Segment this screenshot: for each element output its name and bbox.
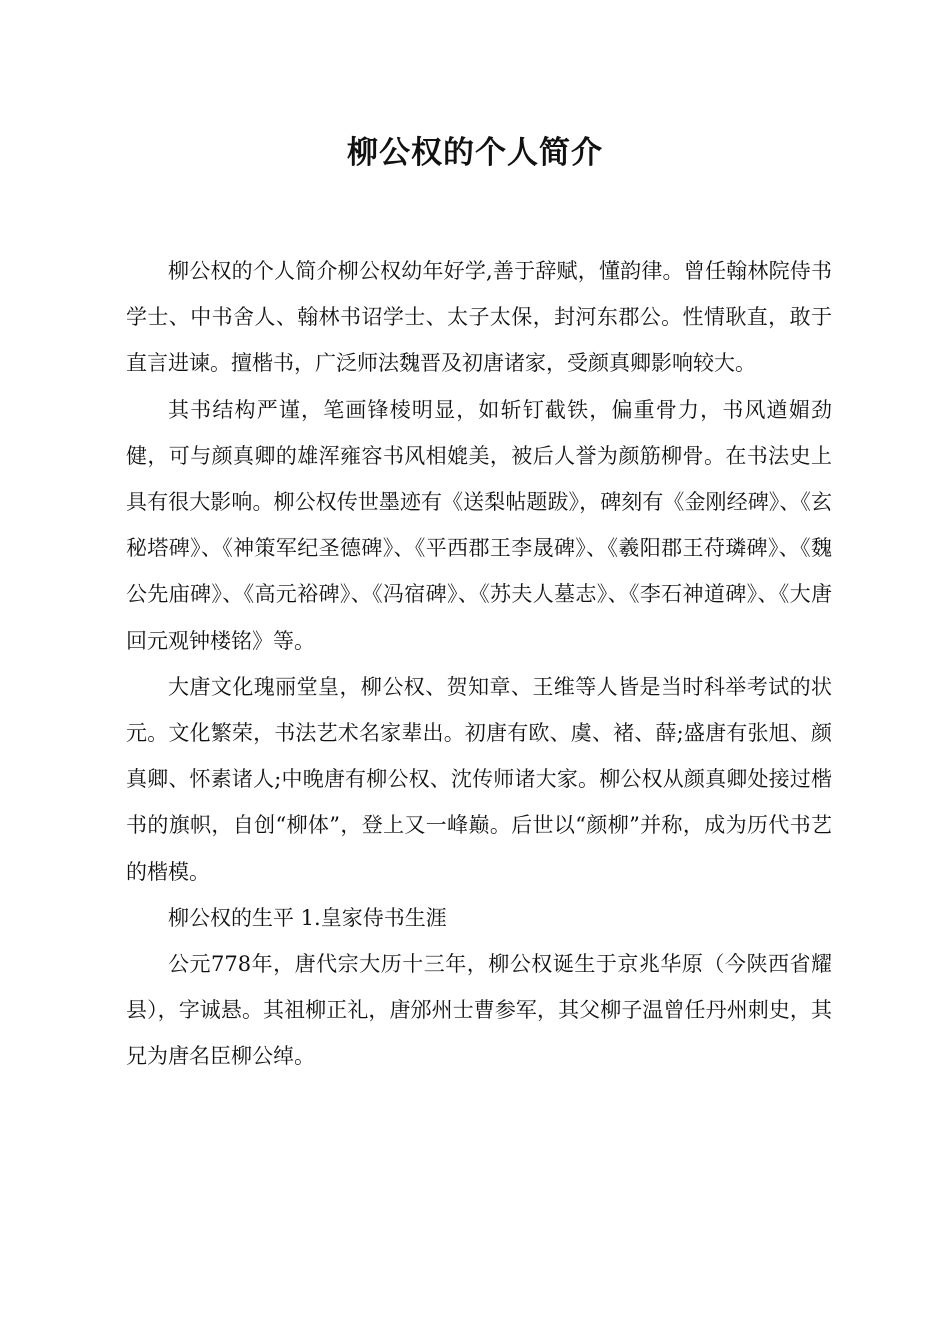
document-title: 柳公权的个人简介: [347, 135, 603, 171]
document-body: [126, 248, 832, 1080]
section-heading-biography: 柳公权的生平 1.皇家侍书生涯: [168, 905, 447, 930]
paragraph-calligraphy-style: 其书结构严谨，笔画锋棱明显，如斩钉截铁，偏重骨力，书风遒媚劲健，可与颜真卿的雄浑雍容书风相媲美，被后人誉为颜筋柳骨。在书法史上具有很大影响。柳公权传世墨迹有《送梨帖题跋》，碑刻有《金刚经碑》、《玄秘塔碑》、《神策军纪圣德碑》、《平西郡王李晟碑》、《羲阳郡王苻璘碑》、《魏公先庙碑》、《高元裕碑》、《冯宿碑》、《苏夫人墓志》、《李石神道碑》、《大唐回元观钟楼铭》等。: [126, 397, 832, 653]
paragraph-tang-culture: 大唐文化瑰丽堂皇，柳公权、贺知章、王维等人皆是当时科举考试的状元。文化繁荣，书法艺术名家辈出。初唐有欧、虞、褚、薛;盛唐有张旭、颜真卿、怀素诸人;中晚唐有柳公权、沈传师诸大家。柳公权从颜真卿处接过楷书的旗帜，自创“柳体”，登上又一峰巅。后世以“颜柳”并称，成为历代书艺的楷模。: [126, 674, 832, 884]
paragraph-birth: 公元778年，唐代宗大历十三年，柳公权诞生于京兆华原（今陕西省耀县），字诚悬。其祖柳正礼，唐邠州士曹参军，其父柳子温曾任丹州刺史，其兄为唐名臣柳公绰。: [126, 952, 832, 1069]
paragraph-intro: 柳公权的个人简介柳公权幼年好学,善于辞赋，懂韵律。曾任翰林院侍书学士、中书舍人、翰林书诏学士、太子太保，封河东郡公。性情耿直，敢于直言进谏。擅楷书，广泛师法魏晋及初唐诸家，受颜真卿影响较大。: [126, 259, 832, 376]
